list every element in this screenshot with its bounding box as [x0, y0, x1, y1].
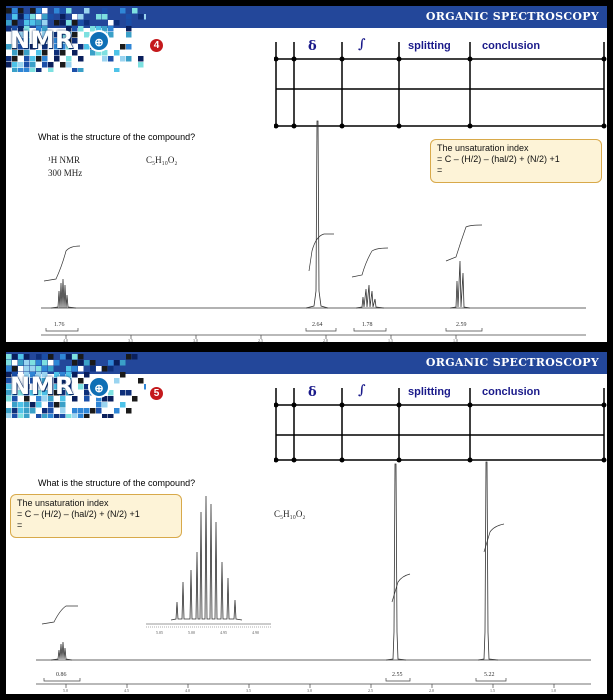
question-text: What is the structure of the compound?: [38, 478, 196, 488]
axis-tick: 3.0: [307, 688, 312, 693]
inset-tick: 4.90: [252, 630, 259, 635]
banner-title: ORGANIC SPECTROSCOPY: [425, 10, 599, 23]
header-integral: ∫: [358, 383, 366, 398]
logo-text: NMR: [10, 372, 74, 400]
integral-label-2: 2.64: [312, 322, 323, 328]
nmr-logo: [6, 354, 146, 418]
header-delta: δ: [308, 385, 317, 400]
axis-tick: 1.0: [453, 338, 458, 342]
slide-problem-5: [6, 352, 607, 694]
slide-problem-4: [6, 6, 607, 342]
header-conclusion: conclusion: [482, 386, 541, 398]
unsaturation-title: The unsaturation index: [437, 143, 529, 153]
unsaturation-formula: = C – (H/2) – (hal/2) + (N/2) +1: [437, 154, 560, 164]
integral-label-2: 2.55: [392, 672, 403, 678]
axis-tick: 2.5: [258, 338, 263, 342]
nmr-logo: [6, 8, 146, 72]
logo-symbol-icon: ⊕: [88, 30, 110, 52]
integral-label-3: 5.22: [484, 672, 495, 678]
header-conclusion: conclusion: [482, 40, 541, 52]
unsaturation-formula: = C – (H/2) – (hal/2) + (N/2) +1: [17, 509, 140, 519]
unsaturation-title: The unsaturation index: [17, 498, 109, 508]
axis-tick: 5.0: [63, 688, 68, 693]
axis-tick: 1.0: [551, 688, 556, 693]
axis-tick: 2.0: [323, 338, 328, 342]
integral-label-1: 1.76: [54, 322, 65, 328]
axis-tick: 4.5: [124, 688, 129, 693]
question-text: What is the structure of the compound?: [38, 132, 196, 142]
nmr-spectrum-2: [6, 452, 607, 694]
header-splitting: splitting: [408, 386, 451, 398]
problem-number-badge: 4: [150, 39, 163, 52]
nmr-spectrum-1: [6, 101, 607, 342]
inset-tick: 5.05: [156, 630, 163, 635]
problem-number-badge: 5: [150, 387, 163, 400]
integral-label-4: 2.59: [456, 322, 467, 328]
axis-tick: 1.5: [490, 688, 495, 693]
header-integral: ∫: [358, 37, 366, 52]
axis-tick: 4.0: [185, 688, 190, 693]
inset-tick: 4.95: [220, 630, 227, 635]
molecular-formula: C₅H₁₀O₂: [274, 509, 306, 519]
header-delta: δ: [308, 39, 317, 54]
integral-label-1: 0.86: [56, 672, 67, 678]
banner-title: ORGANIC SPECTROSCOPY: [425, 356, 599, 369]
axis-tick: 3.5: [246, 688, 251, 693]
logo-symbol-icon: ⊕: [88, 376, 110, 398]
axis-tick: 3.0: [193, 338, 198, 342]
axis-tick: 2.5: [368, 688, 373, 693]
unsaturation-answer: =: [437, 165, 443, 175]
frequency-label: 300 MHz: [48, 168, 83, 178]
integral-label-3: 1.78: [362, 322, 373, 328]
inset-tick: 5.00: [188, 630, 195, 635]
nmr-label: ¹H NMR: [48, 155, 80, 165]
molecular-formula: C₅H₁₀O₂: [146, 155, 178, 165]
header-splitting: splitting: [408, 40, 451, 52]
axis-tick: 2.0: [429, 688, 434, 693]
axis-tick: 3.5: [128, 338, 133, 342]
axis-tick: 1.5: [388, 338, 393, 342]
logo-text: NMR: [10, 26, 74, 54]
unsaturation-answer: =: [17, 520, 23, 530]
axis-tick: 4.0: [63, 338, 68, 342]
